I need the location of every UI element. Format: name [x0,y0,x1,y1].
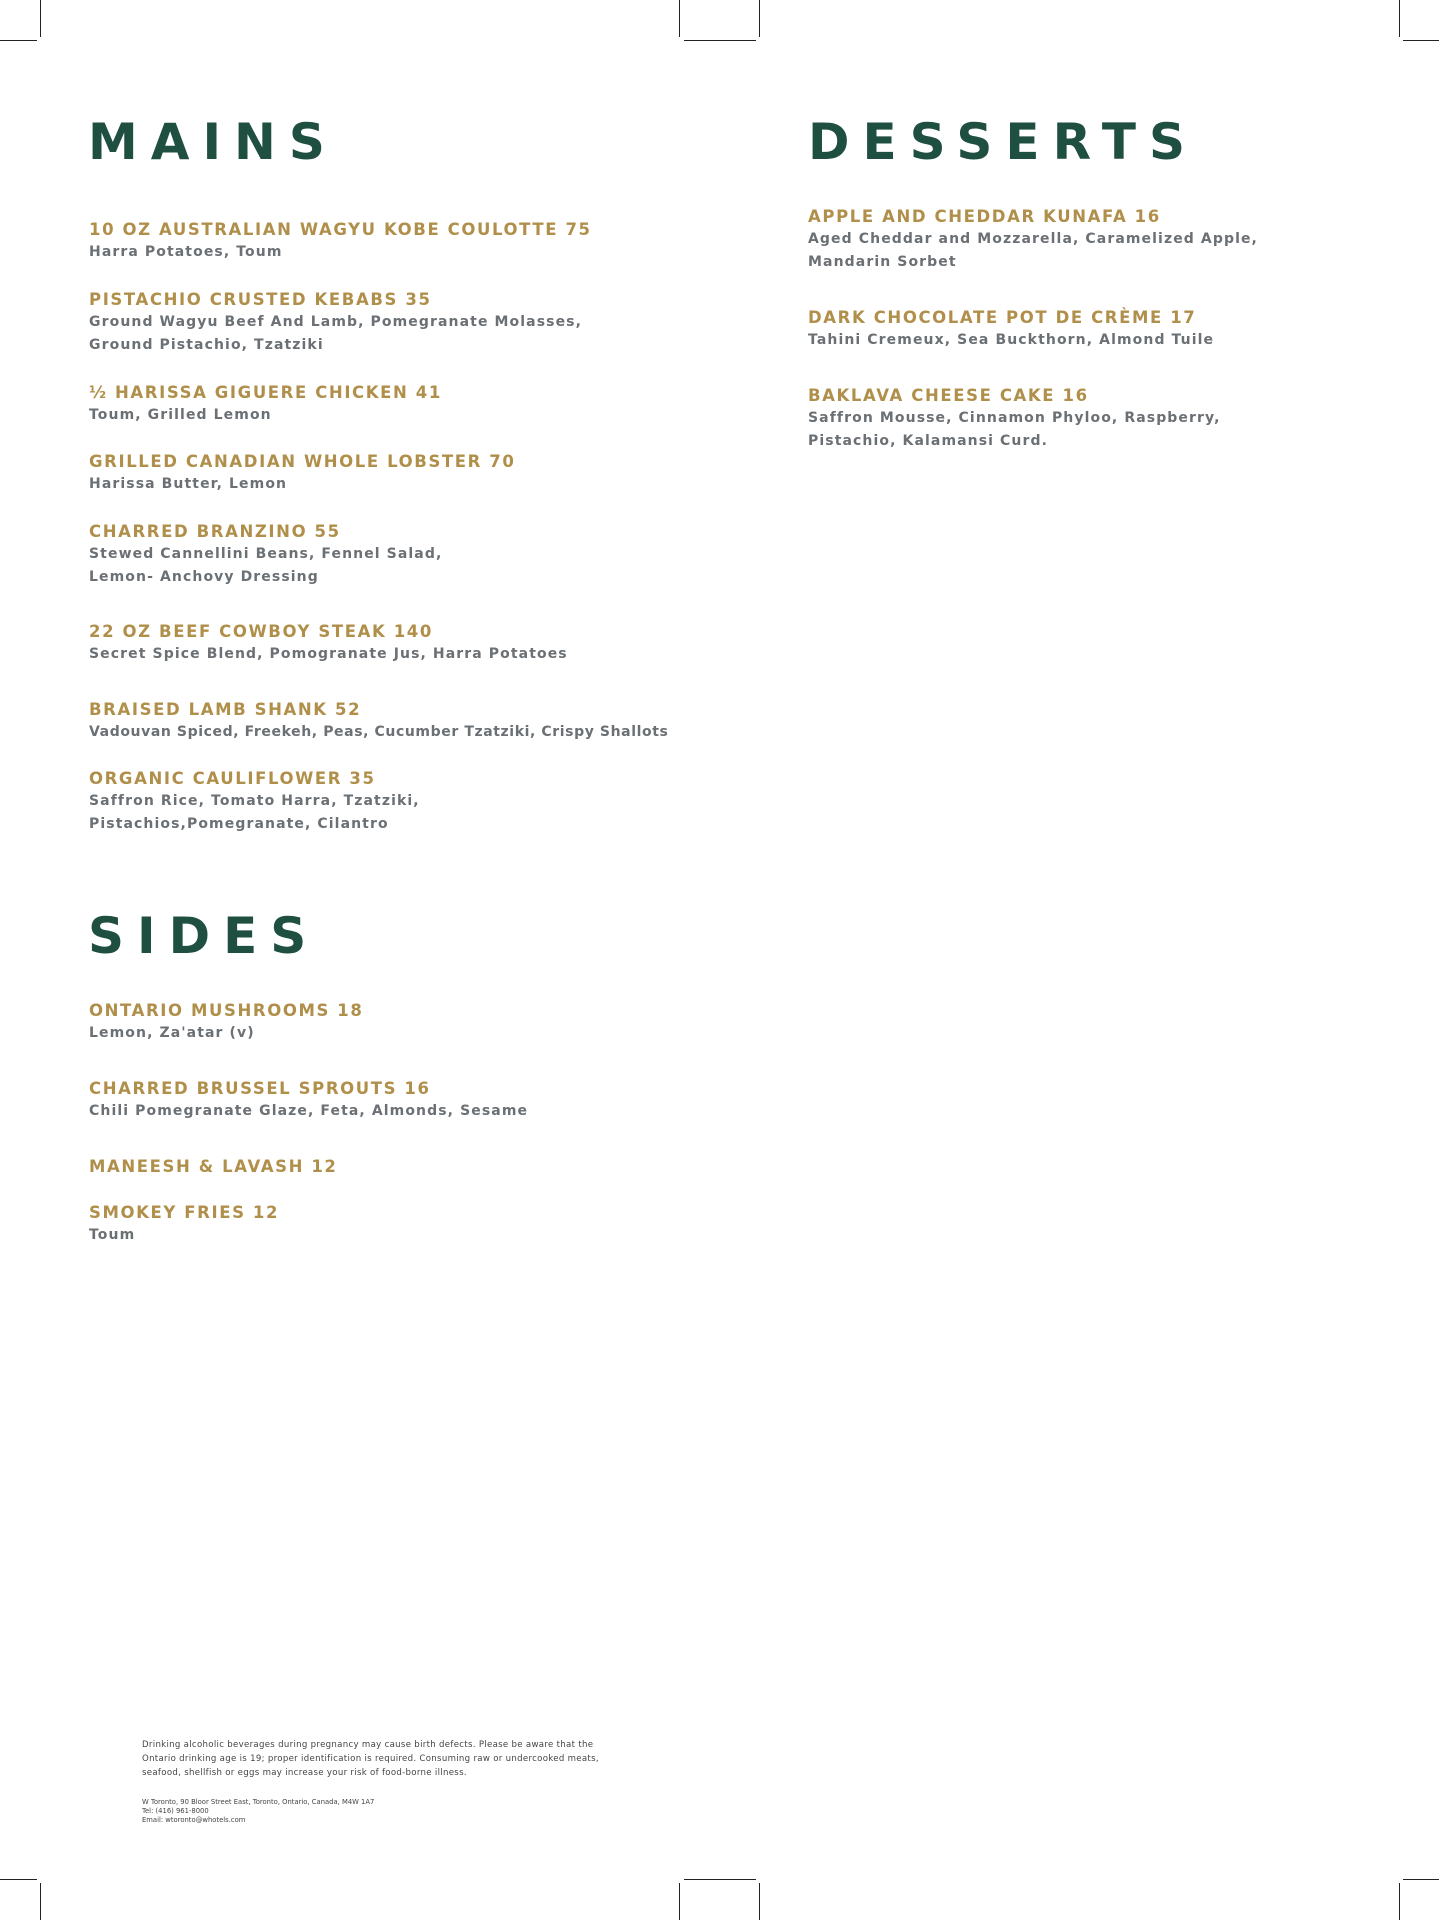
menu-item [89,1078,528,1123]
item-description: Secret Spice Blend, Pomogranate Jus, Harra Potatoes [89,646,568,662]
item-name: GRILLED CANADIAN WHOLE LOBSTER 70 [89,452,516,471]
item-description: Saffron Rice, Tomato Harra, Tzatziki, Pistachios,Pomegranate, Cilantro [89,793,420,832]
crop-mark [0,40,37,41]
menu-item [89,1000,363,1045]
crop-mark [1403,40,1439,41]
item-name: APPLE AND CHEDDAR KUNAFA 16 [808,207,1161,226]
menu-item [808,206,1258,274]
sides-title: SIDES [88,907,320,965]
item-description: Saffron Mousse, Cinnamon Phyloo, Raspberry, Pistachio, Kalamansi Curd. [808,410,1221,449]
menu-item [89,699,668,744]
crop-mark [40,0,41,37]
item-description: Harissa Butter, Lemon [89,476,288,492]
crop-mark [0,1879,37,1880]
item-description: Toum [89,1227,136,1243]
crop-mark [1399,1883,1400,1920]
menu-item [89,451,515,496]
item-description: Harra Potatoes, Toum [89,244,283,260]
legal-disclaimer: Drinking alcoholic beverages during pregnancy may cause birth defects. Please be aware that the Ontario drinking age is 19; proper identification is required. Consuming raw or undercooked meats, seafood, shellfish or eggs may increase your risk of food-borne illness. [142,1740,599,1778]
item-name: 22 OZ BEEF COWBOY STEAK 140 [89,622,433,641]
crop-mark [1403,1879,1439,1880]
mains-title: MAINS [88,113,338,171]
crop-mark [40,1883,41,1920]
crop-mark [759,1883,760,1920]
menu-item [89,219,592,264]
item-description: Tahini Cremeux, Sea Buckthorn, Almond Tuile [808,332,1215,348]
item-name: ONTARIO MUSHROOMS 18 [89,1001,364,1020]
crop-mark [679,0,680,37]
item-description: Vadouvan Spiced, Freekeh, Peas, Cucumber Tzatziki, Crispy Shallots [89,724,669,740]
crop-mark [684,1879,756,1880]
item-name: ½ HARISSA GIGUERE CHICKEN 41 [89,383,442,402]
item-name: DARK CHOCOLATE POT DE CRÈME 17 [808,308,1197,327]
contact-info [142,1798,374,1825]
menu-item [89,1156,338,1178]
menu-item [808,385,1221,453]
menu-item [89,289,582,357]
item-name: CHARRED BRUSSEL SPROUTS 16 [89,1079,431,1098]
desserts-title: DESSERTS [808,113,1198,171]
menu-item [89,621,568,666]
menu-item [808,307,1214,352]
item-description: Chili Pomegranate Glaze, Feta, Almonds, Sesame [89,1103,529,1119]
crop-mark [759,0,760,37]
item-name: ORGANIC CAULIFLOWER 35 [89,769,376,788]
item-name: MANEESH & LAVASH 12 [89,1157,338,1176]
item-name: PISTACHIO CRUSTED KEBABS 35 [89,290,432,309]
item-description: Lemon, Za'atar (v) [89,1025,255,1041]
item-description: Ground Wagyu Beef And Lamb, Pomegranate Molasses, Ground Pistachio, Tzatziki [89,314,583,353]
item-name: BRAISED LAMB SHANK 52 [89,700,362,719]
item-name: BAKLAVA CHEESE CAKE 16 [808,386,1089,405]
item-name: SMOKEY FRIES 12 [89,1203,280,1222]
item-name: 10 OZ AUSTRALIAN WAGYU KOBE COULOTTE 75 [89,220,592,239]
menu-item [89,382,442,427]
menu-item [89,521,442,589]
address: W Toronto, 90 Bloor Street East, Toronto, Ontario, Canada, M4W 1A7 [142,1798,375,1806]
crop-mark [679,1883,680,1920]
email: Email: wtoronto@whotels.com [142,1816,246,1824]
crop-mark [1399,0,1400,37]
phone: Tel: (416) 961-8000 [142,1807,209,1815]
crop-mark [684,40,756,41]
menu-item [89,1202,279,1247]
item-description: Aged Cheddar and Mozzarella, Caramelized Apple, Mandarin Sorbet [808,231,1258,270]
item-name: CHARRED BRANZINO 55 [89,522,341,541]
item-description: Toum, Grilled Lemon [89,407,272,423]
menu-item [89,768,420,836]
item-description: Stewed Cannellini Beans, Fennel Salad, Lemon- Anchovy Dressing [89,546,443,585]
